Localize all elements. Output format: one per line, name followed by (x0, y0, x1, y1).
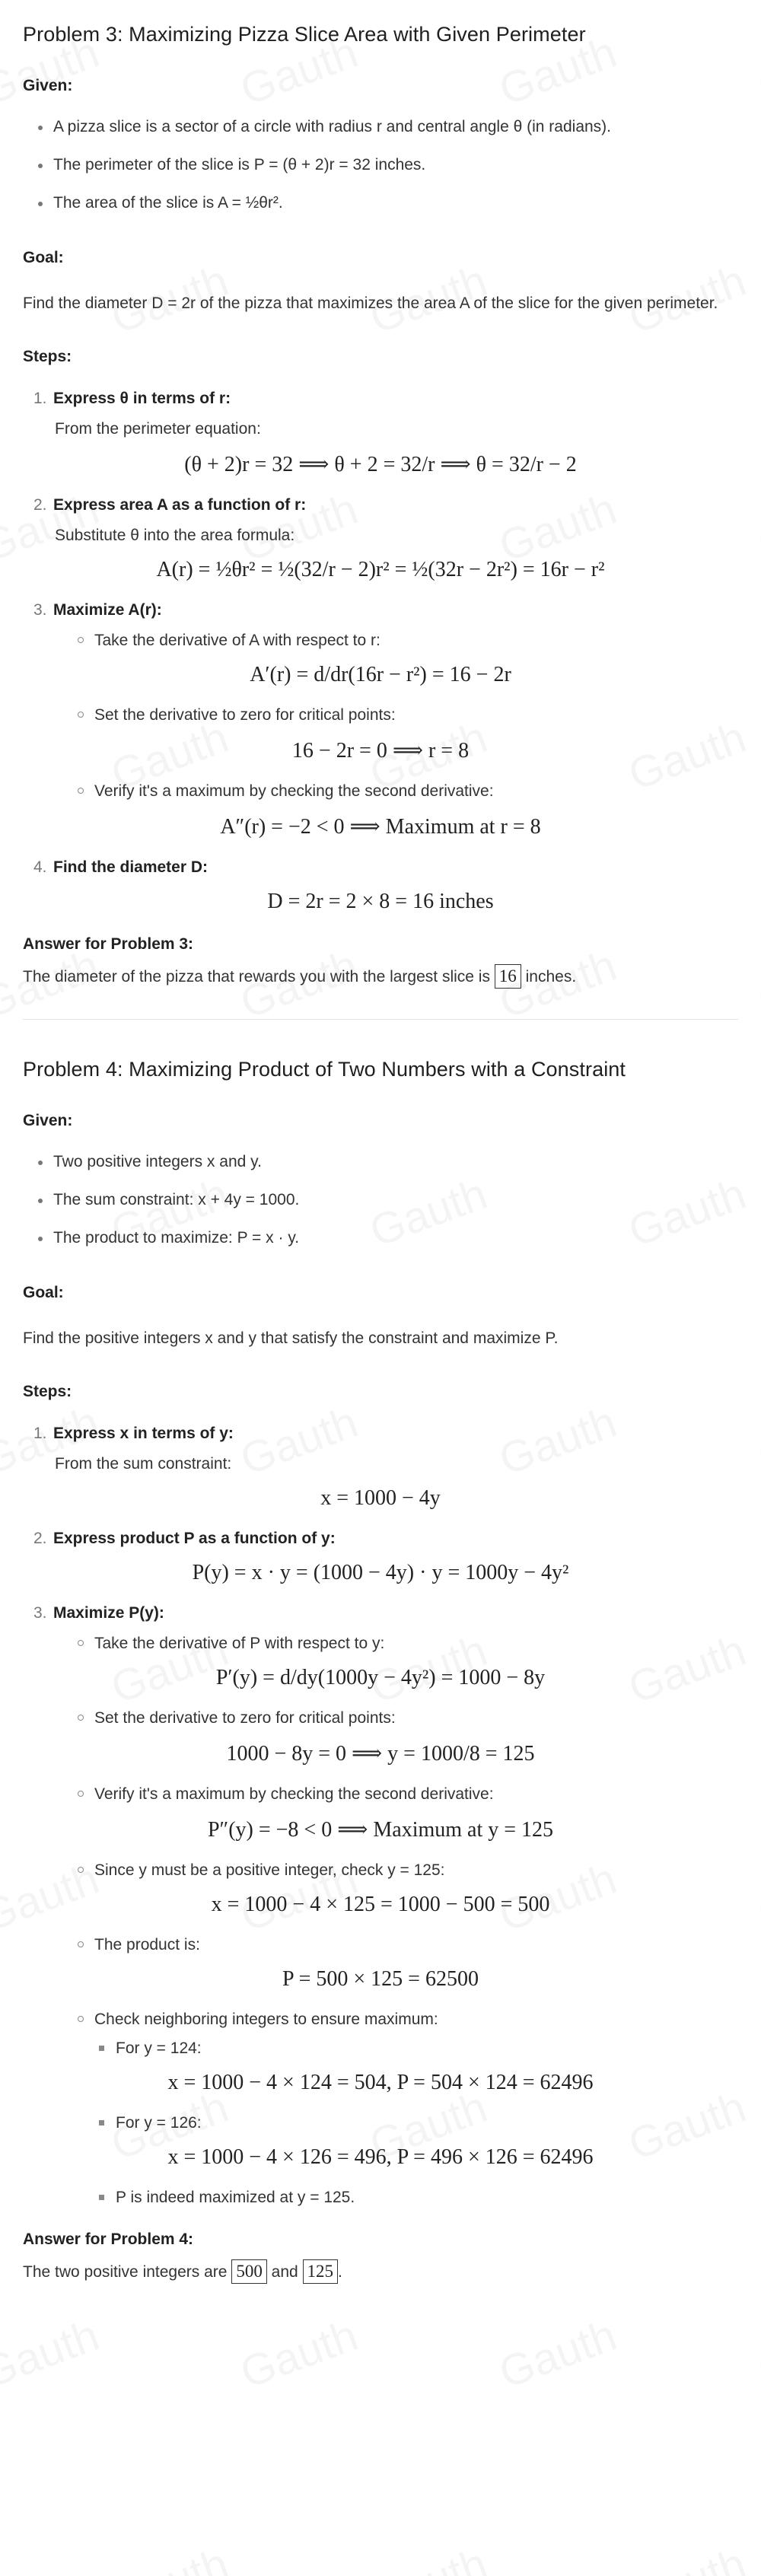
sub-step-text: Take the derivative of A with respect to r: (78, 629, 738, 652)
sub-step-text: Check neighboring integers to ensure maximum: (78, 2008, 738, 2031)
equation: x = 1000 − 4 × 125 = 1000 − 500 = 500 (211, 1893, 550, 1916)
step-number: 4. (33, 858, 47, 876)
step-title: Find the diameter D: (53, 858, 209, 876)
step-1 (23, 387, 738, 477)
goal-label: Goal: (23, 1284, 64, 1301)
given-item: Two positive integers x and y. (37, 1151, 738, 1173)
answer-box: 16 (495, 964, 521, 989)
watermark-text (622, 2538, 752, 2576)
answer-label: Answer for Problem 4: (23, 2231, 194, 2248)
given-list (23, 1151, 738, 1249)
problem-4-title: Problem 4: Maximizing Product of Two Numbers with a Constraint (23, 1058, 626, 1081)
neighbor-check-item: P is indeed maximized at y = 125. (99, 2186, 738, 2209)
step-number: 2. (33, 496, 47, 514)
equation: x = 1000 − 4 × 124 = 504, P = 504 × 124 = 62496 (167, 2071, 594, 2094)
step-3 (23, 599, 738, 839)
goal-text: Find the positive integers x and y that satisfy the constraint and maximize P. (23, 1329, 559, 1347)
given-list (23, 116, 738, 214)
given-label: Given: (23, 77, 73, 94)
step-title: Express area A as a function of r: (53, 496, 307, 514)
answer-suffix: inches. (525, 968, 577, 986)
watermark-text (0, 2310, 106, 2399)
given-label: Given: (23, 1112, 73, 1129)
given-item: The area of the slice is A = ½θr². (37, 193, 738, 214)
goal-label: Goal: (23, 249, 64, 266)
answer-connector: and (271, 2263, 298, 2281)
watermark-text (363, 2538, 493, 2576)
neighbor-check-item: For y = 126: (99, 2112, 738, 2135)
step-number: 2. (33, 1530, 47, 1547)
sub-step-text: Set the derivative to zero for critical points: (78, 1707, 738, 1730)
sub-step-text: Take the derivative of P with respect to y: (78, 1632, 738, 1655)
step-number: 1. (33, 390, 47, 407)
step-3 (23, 1602, 738, 2209)
given-item: The sum constraint: x + 4y = 1000. (37, 1189, 738, 1211)
sub-step-text: Since y must be a positive integer, check y = 125: (78, 1859, 738, 1882)
answer-text (23, 2259, 738, 2285)
goal-text: Find the diameter D = 2r of the pizza that maximizes the area A of the slice for the given perimeter. (23, 295, 718, 312)
answer-text (23, 964, 738, 990)
step-2 (23, 494, 738, 582)
answer-box: 125 (303, 2259, 339, 2284)
given-item: The perimeter of the slice is P = (θ + 2)r = 32 inches. (37, 154, 738, 176)
equation: P = 500 × 125 = 62500 (282, 1967, 479, 1991)
step-number: 1. (33, 1425, 47, 1442)
watermark-text (492, 2310, 622, 2399)
problem-4 (23, 1058, 738, 2285)
problem-3 (23, 23, 738, 990)
equation: A′(r) = d/dr(16r − r²) = 16 − 2r (250, 663, 511, 686)
equation: A″(r) = −2 < 0 ⟹ Maximum at r = 8 (220, 815, 541, 839)
watermark-text (751, 2310, 761, 2399)
step-description: Substitute θ into the area formula: (55, 527, 295, 544)
step-1 (23, 1422, 738, 1511)
step-title: Maximize A(r): (53, 601, 162, 619)
answer-suffix: . (338, 2263, 342, 2281)
equation: P′(y) = d/dy(1000y − 4y²) = 1000 − 8y (215, 1666, 546, 1689)
equation: (θ + 2)r = 32 ⟹ θ + 2 = 32/r ⟹ θ = 32/r − 2 (184, 453, 577, 476)
watermark-text (104, 2538, 234, 2576)
watermark-text (234, 2310, 364, 2399)
answer-prefix: The two positive integers are (23, 2263, 228, 2281)
step-description: From the sum constraint: (55, 1455, 232, 1473)
equation: P(y) = x · y = (1000 − 4y) · y = 1000y − 4y² (192, 1561, 569, 1584)
step-description: From the perimeter equation: (55, 420, 261, 438)
step-2 (23, 1527, 738, 1585)
answer-prefix: The diameter of the pizza that rewards you with the largest slice is (23, 968, 490, 986)
steps-label: Steps: (23, 1383, 72, 1400)
equation: P″(y) = −8 < 0 ⟹ Maximum at y = 125 (207, 1818, 554, 1842)
section-divider (23, 1019, 738, 1020)
sub-step-text: Verify it's a maximum by checking the second derivative: (78, 780, 738, 803)
steps-label: Steps: (23, 348, 72, 365)
equation: x = 1000 − 4y (320, 1486, 441, 1510)
given-item: A pizza slice is a sector of a circle with radius r and central angle θ (in radians). (37, 116, 738, 138)
equation: D = 2r = 2 × 8 = 16 inches (267, 890, 494, 913)
problem-3-title: Problem 3: Maximizing Pizza Slice Area with Given Perimeter (23, 23, 586, 46)
answer-label: Answer for Problem 3: (23, 935, 194, 953)
sub-step-text: Verify it's a maximum by checking the second derivative: (78, 1783, 738, 1806)
sub-step-text: Set the derivative to zero for critical points: (78, 704, 738, 727)
equation: 16 − 2r = 0 ⟹ r = 8 (291, 739, 470, 763)
step-title: Express product P as a function of y: (53, 1530, 336, 1547)
equation: x = 1000 − 4 × 126 = 496, P = 496 × 126 = 62496 (167, 2145, 594, 2169)
step-title: Maximize P(y): (53, 1604, 164, 1622)
step-title: Express x in terms of y: (53, 1425, 234, 1442)
step-number: 3. (33, 601, 47, 619)
step-4 (23, 856, 738, 914)
step-title: Express θ in terms of r: (53, 390, 231, 407)
equation: A(r) = ½θr² = ½(32/r − 2)r² = ½(32r − 2r²) = 16r − r² (156, 558, 605, 581)
answer-box: 500 (231, 2259, 267, 2284)
step-number: 3. (33, 1604, 47, 1622)
neighbor-check-item: For y = 124: (99, 2037, 738, 2060)
equation: 1000 − 8y = 0 ⟹ y = 1000/8 = 125 (226, 1742, 535, 1766)
given-item: The product to maximize: P = x · y. (37, 1228, 738, 1249)
sub-step-text: The product is: (78, 1934, 738, 1957)
